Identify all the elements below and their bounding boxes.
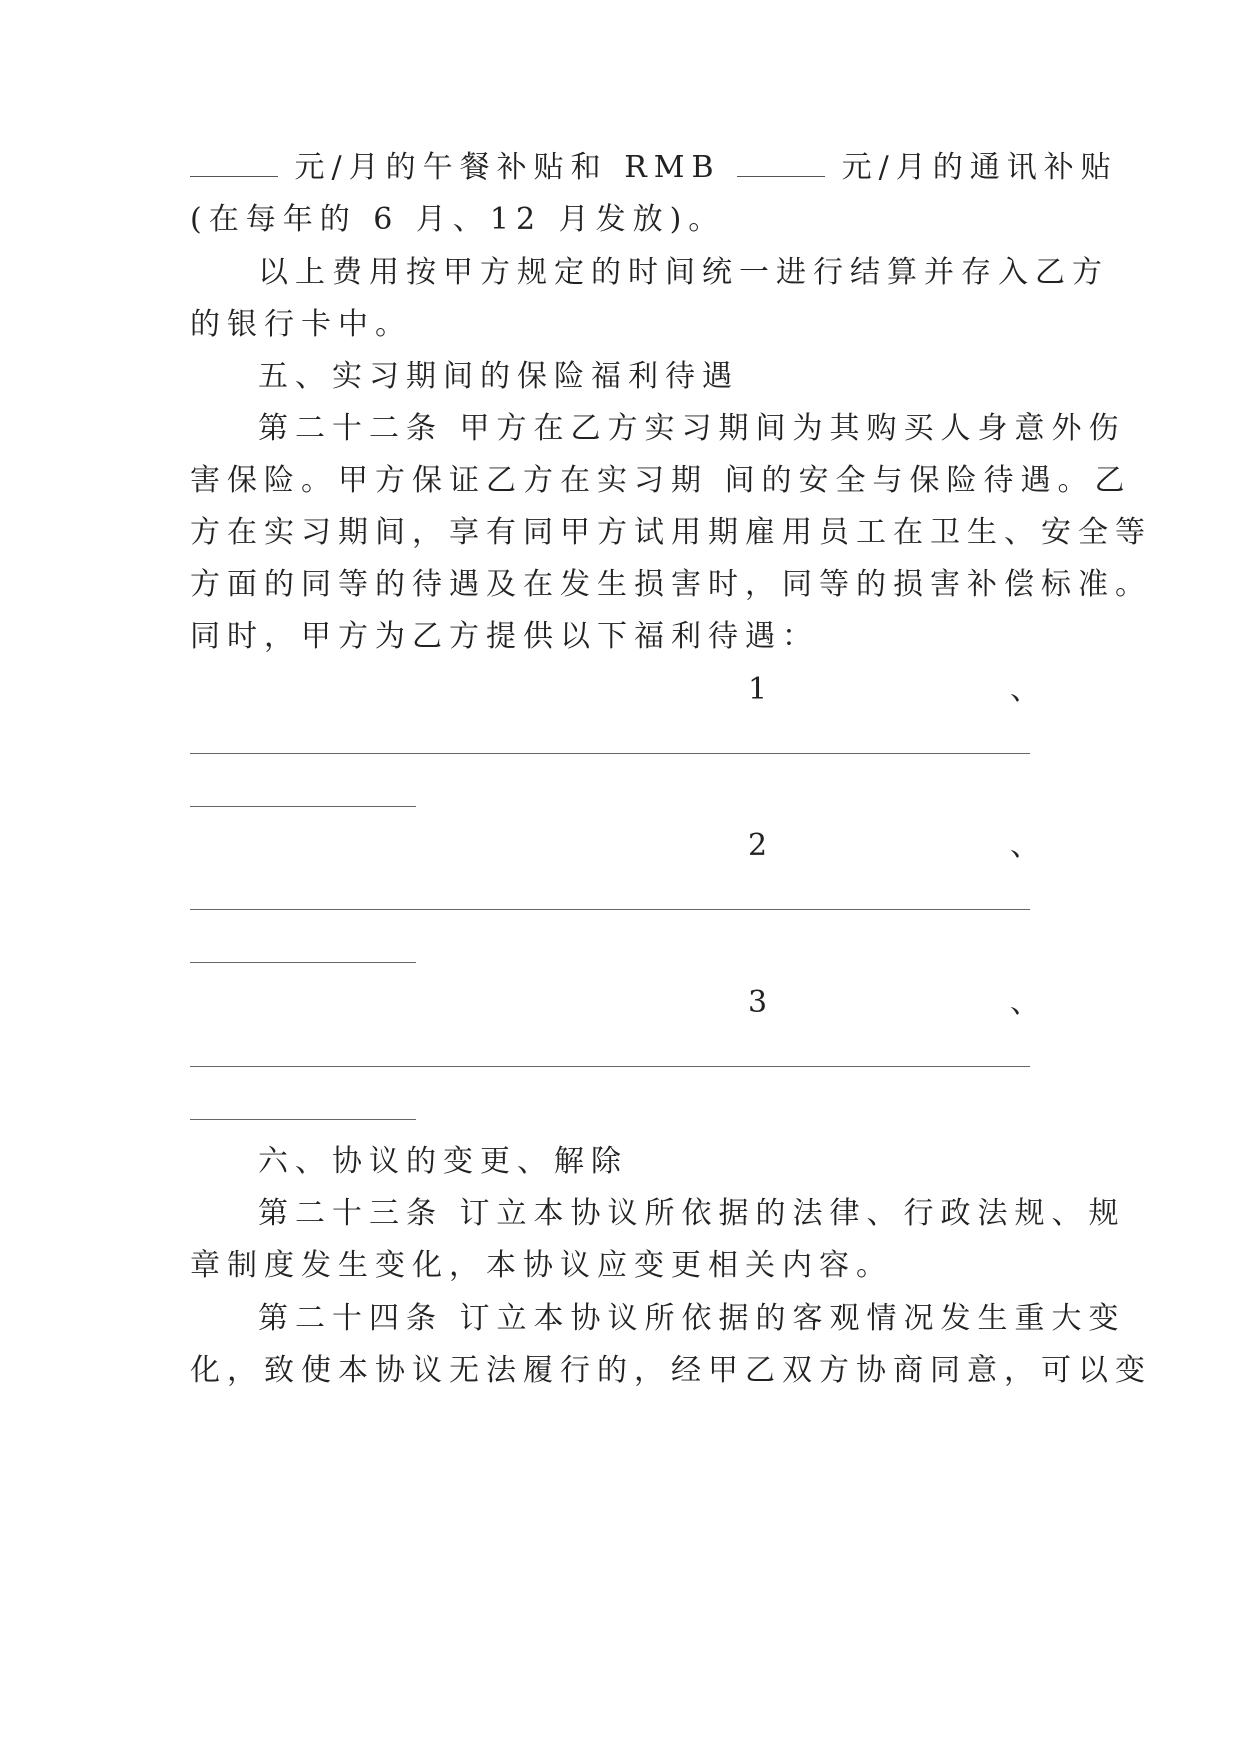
benefit-1-rule-short: [190, 806, 416, 807]
benefit-2-separator: 、: [1010, 828, 1040, 863]
article-23-line-2: 章制度发生变化，本协议应变更相关内容。: [190, 1248, 893, 1283]
settlement-line: 以上费用按甲方规定的时间统一进行结算并存入乙方: [258, 255, 1109, 290]
benefit-2-rule-short: [190, 962, 416, 963]
article-24-line-1: 第二十四条 订立本协议所依据的客观情况发生重大变: [258, 1301, 1126, 1336]
article-24-line-2: 化，致使本协议无法履行的，经甲乙双方协商同意，可以变: [190, 1353, 1152, 1388]
benefit-2-rule-long: [190, 909, 1030, 910]
benefit-3-separator: 、: [1010, 985, 1040, 1020]
benefit-3-rule-long: [190, 1066, 1030, 1067]
benefit-1-separator: 、: [1010, 672, 1040, 707]
telecom-amount-blank: [737, 150, 825, 177]
section-five-heading: 五、实习期间的保险福利待遇: [258, 359, 739, 394]
benefit-1-number: 1: [748, 672, 768, 707]
article-22-line-5: 同时，甲方为乙方提供以下福利待遇：: [190, 619, 819, 654]
lunch-amount-blank: [190, 150, 278, 177]
article-22-line-3: 方在实习期间，享有同甲方试用期雇用员工在卫生、安全等: [190, 515, 1152, 550]
benefit-1-rule-long: [190, 753, 1030, 754]
article-22-line-2: 害保险。甲方保证乙方在实习期 间的安全与保险待遇。乙: [190, 463, 1132, 498]
benefit-2-number: 2: [748, 828, 768, 863]
article-23-line-1: 第二十三条 订立本协议所依据的法律、行政法规、规: [258, 1196, 1126, 1231]
article-22-line-1: 第二十二条 甲方在乙方实习期间为其购买人身意外伤: [258, 411, 1126, 446]
article-22-line-4: 方面的同等的待遇及在发生损害时，同等的损害补偿标准。: [190, 567, 1152, 602]
subsidy-line: [190, 148, 1118, 188]
benefit-3-number: 3: [748, 985, 768, 1020]
bank-card-line: 的银行卡中。: [190, 307, 412, 342]
payment-months-line: (在每年的 6 月、12 月发放)。: [190, 202, 726, 237]
section-six-heading: 六、协议的变更、解除: [258, 1144, 628, 1179]
benefit-3-rule-short: [190, 1119, 416, 1120]
telecom-subsidy-text: 元/月的通讯补贴: [841, 150, 1118, 185]
lunch-subsidy-text: 元/月的午餐补贴和 RMB: [294, 150, 721, 185]
